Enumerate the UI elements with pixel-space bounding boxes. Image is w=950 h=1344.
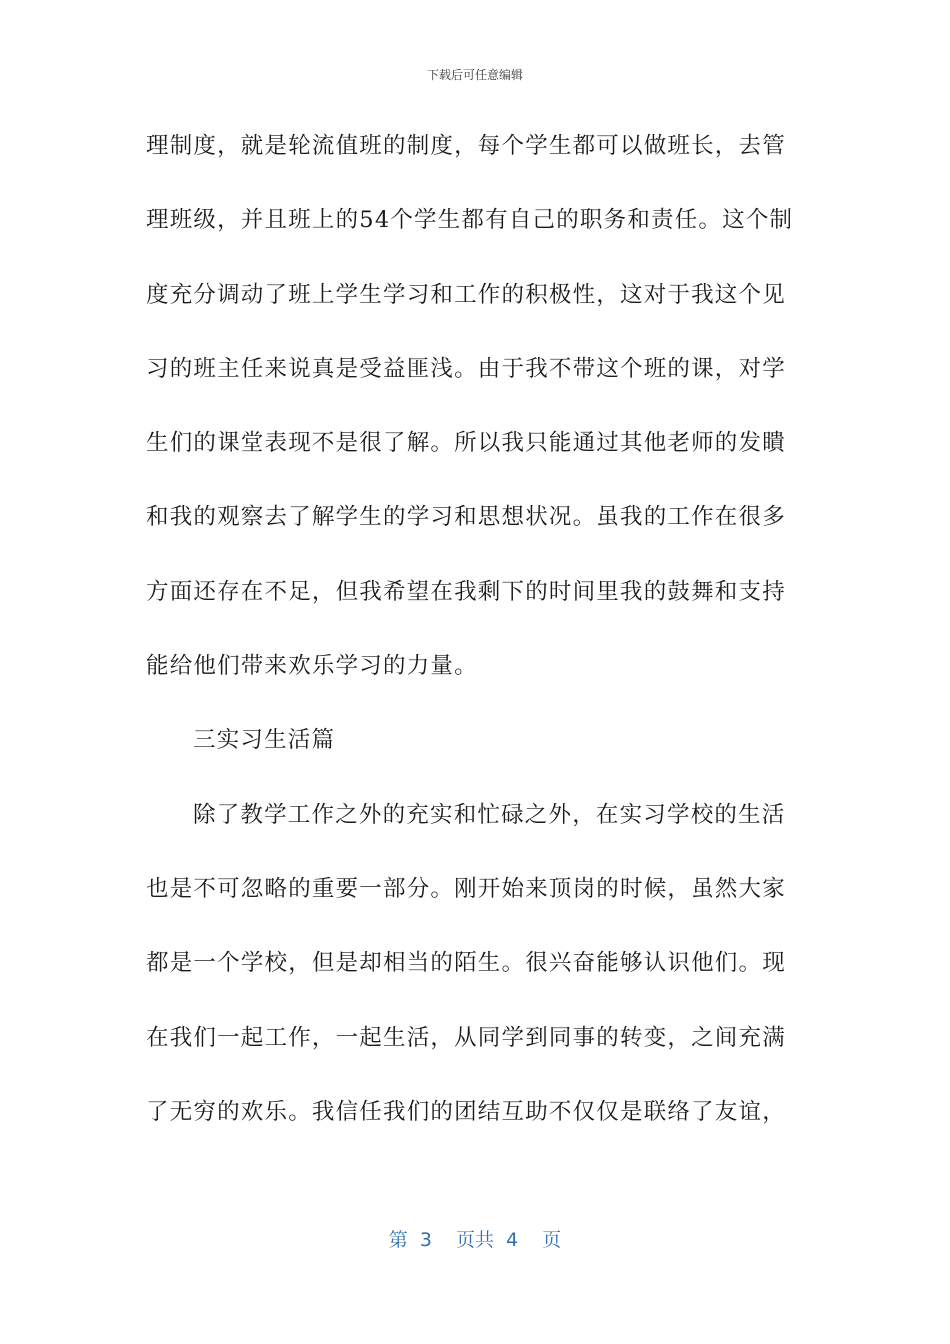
page-number: 第 3 页共 4 页 bbox=[388, 1229, 562, 1251]
page-footer bbox=[0, 1225, 950, 1252]
text-line: 生们的课堂表现不是很了解。所以我只能通过其他老师的发瞶 bbox=[146, 430, 786, 457]
text-line: 理班级，并且班上的54个学生都有自己的职务和责任。这个制 bbox=[146, 207, 794, 234]
text-line: 都是一个学校，但是却相当的陌生。很兴奋能够认识他们。现 bbox=[146, 950, 786, 977]
text-line: 也是不可忽略的重要一部分。刚开始来顶岗的时候，虽然大家 bbox=[146, 875, 786, 902]
text-line: 习的班主任来说真是受益匪浅。由于我不带这个班的课，对学 bbox=[146, 355, 786, 382]
page-header: 下载后可任意编辑 bbox=[426, 68, 523, 82]
text-line: 和我的观察去了解学生的学习和思想状况。虽我的工作在很多 bbox=[146, 504, 786, 531]
document-body bbox=[146, 128, 806, 1168]
text-line: 能给他们带来欢乐学习的力量。 bbox=[146, 653, 478, 680]
text-line: 方面还存在不足，但我希望在我剩下的时间里我的鼓舞和支持 bbox=[146, 578, 786, 605]
text-line: 了无穷的欢乐。我信任我们的团结互助不仅仅是联络了友谊， bbox=[146, 1098, 786, 1125]
section-heading: 三实习生活篇 bbox=[193, 727, 336, 754]
text-line: 理制度，就是轮流值班的制度，每个学生都可以做班长，去管 bbox=[146, 133, 786, 159]
text-line: 在我们一起工作，一起生活，从同学到同事的转变，之间充满 bbox=[146, 1024, 786, 1051]
text-line: 除了教学工作之外的充实和忙碌之外，在实习学校的生活 bbox=[193, 801, 786, 828]
text-line: 度充分调动了班上学生学习和工作的积极性，这对于我这个见 bbox=[146, 281, 786, 308]
